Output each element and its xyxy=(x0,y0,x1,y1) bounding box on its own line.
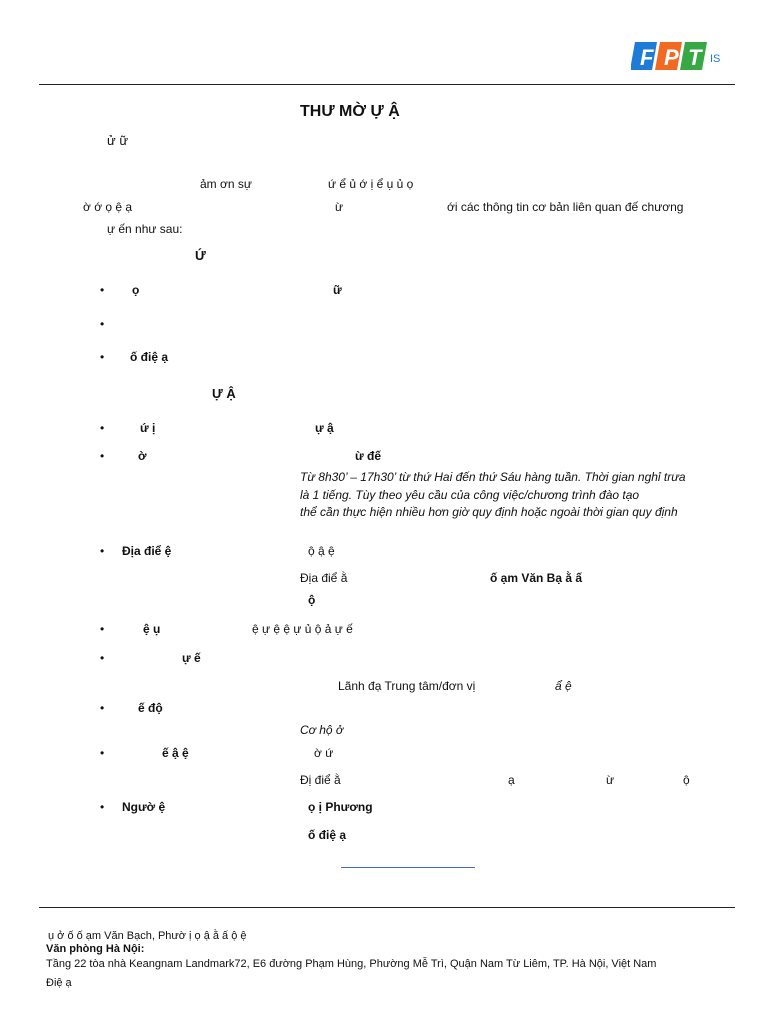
intro-line1-a: ảm ơn sự xyxy=(200,177,252,191)
intro-line2-c: ới các thông tin cơ bản liên quan đế chương xyxy=(447,200,684,214)
intro-line3: ự ến như sau: xyxy=(107,222,183,236)
reception-label: ế ậ ệ xyxy=(162,746,189,760)
logo-letter-p: P xyxy=(664,45,679,70)
footer-head-office: ụ ở ố ố ạm Văn Bạch, Phườ ị ọ ậ ằ ấ ộ ệ xyxy=(48,930,247,942)
logo-suffix: IS xyxy=(710,53,721,65)
section2-heading: Ự Ậ xyxy=(212,386,236,401)
contact-name: ọ ị Phương xyxy=(308,800,373,814)
bullet-icon: • xyxy=(100,800,105,814)
location-label: Địa điể ệ xyxy=(122,544,172,558)
logo-letter-t: T xyxy=(688,45,702,70)
reception-value: ờ ứ xyxy=(314,746,334,760)
candidate-name-value: ữ xyxy=(333,283,342,297)
salutation: ử ữ xyxy=(107,133,129,148)
contact-email-link[interactable] xyxy=(341,867,475,868)
benefits-label: ế độ xyxy=(138,701,163,715)
schedule-note-line3: thể cần thực hiện nhiều hơn giờ quy định hoặc ngoài thời gian quy định xyxy=(300,505,678,519)
bullet-icon: • xyxy=(100,350,105,364)
logo-letter-f: F xyxy=(640,45,654,70)
candidate-name-label: ọ xyxy=(132,283,140,297)
location-detail: Địa điể ằ xyxy=(300,571,348,585)
header-rule xyxy=(39,84,735,85)
contact-phone: ố điệ ạ xyxy=(308,828,347,842)
location-detail-city: ộ xyxy=(308,593,316,607)
duration-value: ừ đế xyxy=(355,449,382,463)
bullet-icon: • xyxy=(100,746,105,760)
benefits-value: Cơ hộ ở xyxy=(300,723,344,737)
footer-hanoi-address: Tầng 22 tòa nhà Keangnam Landmark72, E6 đường Phạm Hùng, Phường Mễ Trì, Quận Nam Từ Liêm, TP. Hà Nội, Việt Nam xyxy=(46,958,657,970)
intro-line1-b: ứ ể ủ ớ ị ể ụ ủ ọ xyxy=(328,177,414,191)
assessment-label: ự ế xyxy=(182,651,201,665)
contact-label: Ngườ ệ xyxy=(122,800,166,814)
bullet-icon: • xyxy=(100,651,105,665)
reception-detail-d: ộ xyxy=(683,773,690,787)
location-detail-address: ố ạm Văn Bạ ằ ấ xyxy=(490,571,583,585)
duration-label: ờ xyxy=(138,449,147,463)
program-value: ự ậ xyxy=(315,421,334,435)
support-label: ệ ụ xyxy=(143,622,161,636)
reception-detail-c: ừ xyxy=(606,773,615,787)
bullet-icon: • xyxy=(100,317,105,331)
bullet-icon: • xyxy=(100,421,105,435)
footer-rule xyxy=(39,907,735,908)
footer-hanoi-label: Văn phòng Hà Nội: xyxy=(46,943,145,955)
fpt-is-logo xyxy=(631,36,723,74)
assessment-value: Lãnh đạ Trung tâm/đơn vị xyxy=(338,679,476,693)
assessment-value-b: ẩ ệ xyxy=(555,679,572,693)
intro-line2-a: ờ ớ ọ ệ ạ xyxy=(83,200,133,214)
bullet-icon: • xyxy=(100,701,105,715)
reception-detail-b: ạ xyxy=(508,773,515,787)
bullet-icon: • xyxy=(100,449,105,463)
bullet-icon: • xyxy=(100,283,105,297)
section1-heading: Ứ xyxy=(195,248,206,263)
footer-phone: Điệ ạ xyxy=(46,977,72,989)
reception-detail: Đị điể ằ xyxy=(300,773,341,787)
bullet-icon: • xyxy=(100,622,105,636)
support-value: ệ ự ệ ệ ự ủ ộ ả ự ế xyxy=(252,622,353,636)
bullet-icon: • xyxy=(100,544,105,558)
schedule-note-line1: Từ 8h30’ – 17h30’ từ thứ Hai đến thứ Sáu hàng tuần. Thời gian nghỉ trưa xyxy=(300,470,686,484)
candidate-phone-label: ố điệ ạ xyxy=(130,350,169,364)
program-label: ứ ị xyxy=(140,421,156,435)
location-value: ộ ậ ệ xyxy=(308,544,335,558)
schedule-note-line2: là 1 tiếng. Tùy theo yêu cầu của công việc/chương trình đào tạo xyxy=(300,488,640,502)
intro-line2-b: ừ xyxy=(335,200,344,214)
letter-title: THƯ MỜ Ự Ậ xyxy=(300,103,400,120)
